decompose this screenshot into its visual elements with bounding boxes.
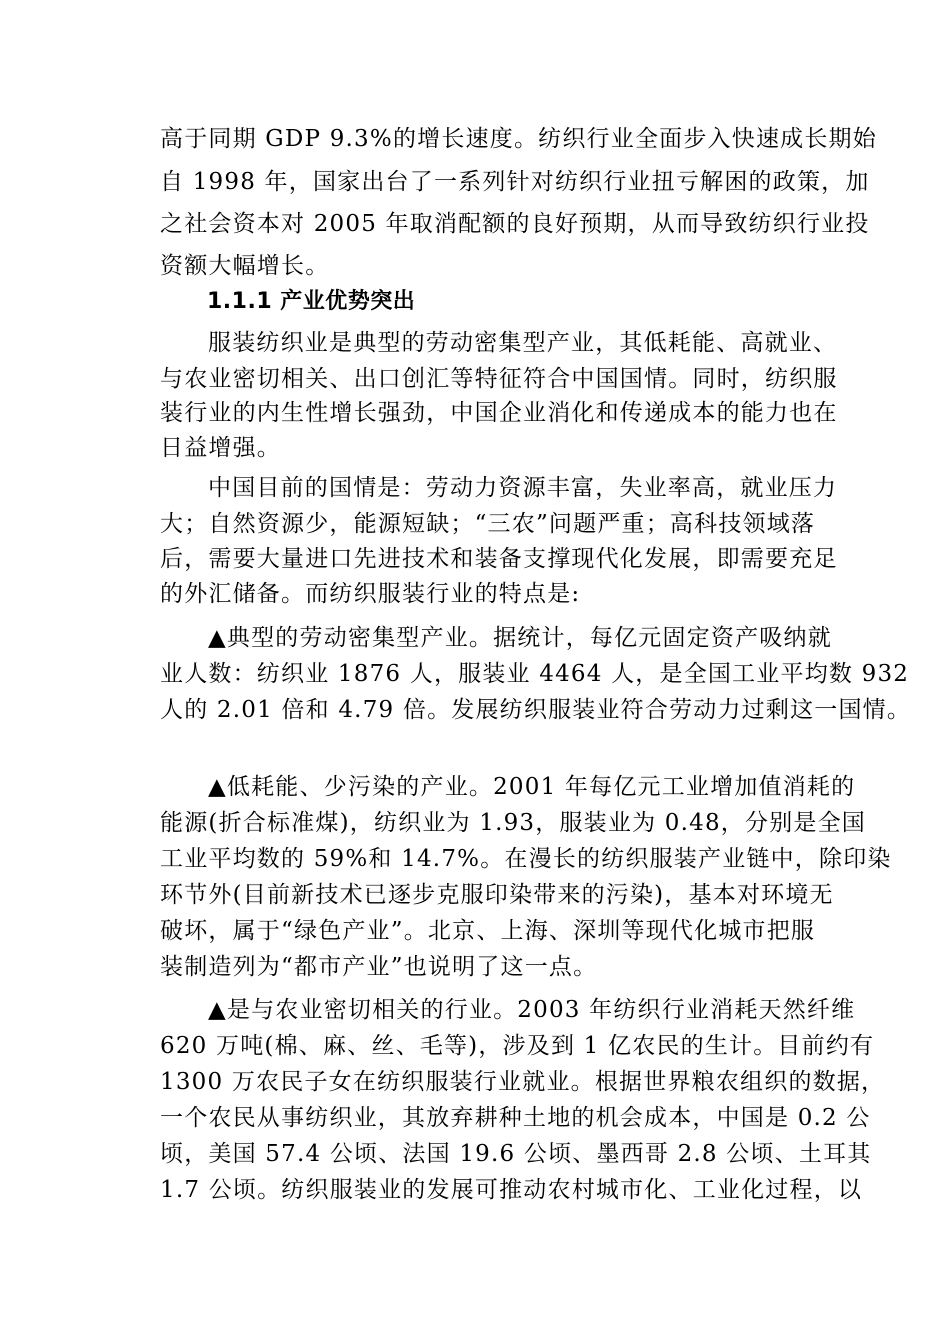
paragraph-line: 的外汇储备。而纺织服装行业的特点是:	[160, 581, 581, 607]
paragraph-line: 高于同期 GDP 9.3%的增长速度。纺织行业全面步入快速成长期始	[160, 126, 877, 152]
paragraph-line: 620 万吨(棉、麻、丝、毛等)，涉及到 1 亿农民的生计。目前约有	[160, 1033, 875, 1059]
paragraph-line: 1.7 公顷。纺织服装业的发展可推动农村城市化、工业化过程，以	[160, 1177, 863, 1203]
section-heading: 1.1.1 产业优势突出	[207, 289, 416, 314]
paragraph-line: ▲低耗能、少污染的产业。2001 年每亿元工业增加值消耗的	[208, 774, 856, 800]
paragraph-line: 装制造列为“都市产业”也说明了这一点。	[160, 954, 598, 980]
paragraph-line: 大；自然资源少，能源短缺；“三农”问题严重；高科技领域落	[160, 511, 816, 537]
paragraph-line: 业人数：纺织业 1876 人，服装业 4464 人，是全国工业平均数 932	[160, 661, 910, 687]
paragraph-line: 自 1998 年，国家出台了一系列针对纺织行业扭亏解困的政策，加	[160, 169, 870, 195]
paragraph-line: 服装纺织业是典型的劳动密集型产业，其低耗能、高就业、	[208, 330, 838, 356]
paragraph-line: 能源(折合标准煤)，纺织业为 1.93，服装业为 0.48，分别是全国	[160, 810, 866, 836]
paragraph-line: ▲典型的劳动密集型产业。据统计，每亿元固定资产吸纳就	[208, 625, 832, 651]
paragraph-line: ▲是与农业密切相关的行业。2003 年纺织行业消耗天然纤维	[208, 997, 856, 1023]
paragraph-line: 人的 2.01 倍和 4.79 倍。发展纺织服装业符合劳动力过剩这一国情。	[160, 697, 912, 723]
paragraph-line: 工业平均数的 59%和 14.7%。在漫长的纺织服装产业链中，除印染	[160, 846, 892, 872]
paragraph-line: 环节外(目前新技术已逐步克服印染带来的污染)，基本对环境无	[160, 882, 834, 908]
paragraph-line: 1300 万农民子女在纺织服装行业就业。根据世界粮农组织的数据，	[160, 1069, 886, 1095]
paragraph-line: 与农业密切相关、出口创汇等特征符合中国国情。同时，纺织服	[160, 366, 838, 392]
paragraph-line: 之社会资本对 2005 年取消配额的良好预期，从而导致纺织行业投	[160, 211, 870, 237]
paragraph-line: 顷，美国 57.4 公顷、法国 19.6 公顷、墨西哥 2.8 公顷、土耳其	[160, 1141, 872, 1167]
paragraph-line: 破坏，属于“绿色产业”。北京、上海、深圳等现代化城市把服	[160, 918, 816, 944]
paragraph-line: 资额大幅增长。	[160, 253, 330, 279]
paragraph-line: 日益增强。	[160, 435, 281, 461]
paragraph-line: 中国目前的国情是：劳动力资源丰富，失业率高，就业压力	[208, 475, 838, 501]
paragraph-line: 装行业的内生性增长强劲，中国企业消化和传递成本的能力也在	[160, 400, 838, 426]
paragraph-line: 一个农民从事纺织业，其放弃耕种土地的机会成本，中国是 0.2 公	[160, 1105, 871, 1131]
paragraph-line: 后，需要大量进口先进技术和装备支撑现代化发展，即需要充足	[160, 546, 838, 572]
